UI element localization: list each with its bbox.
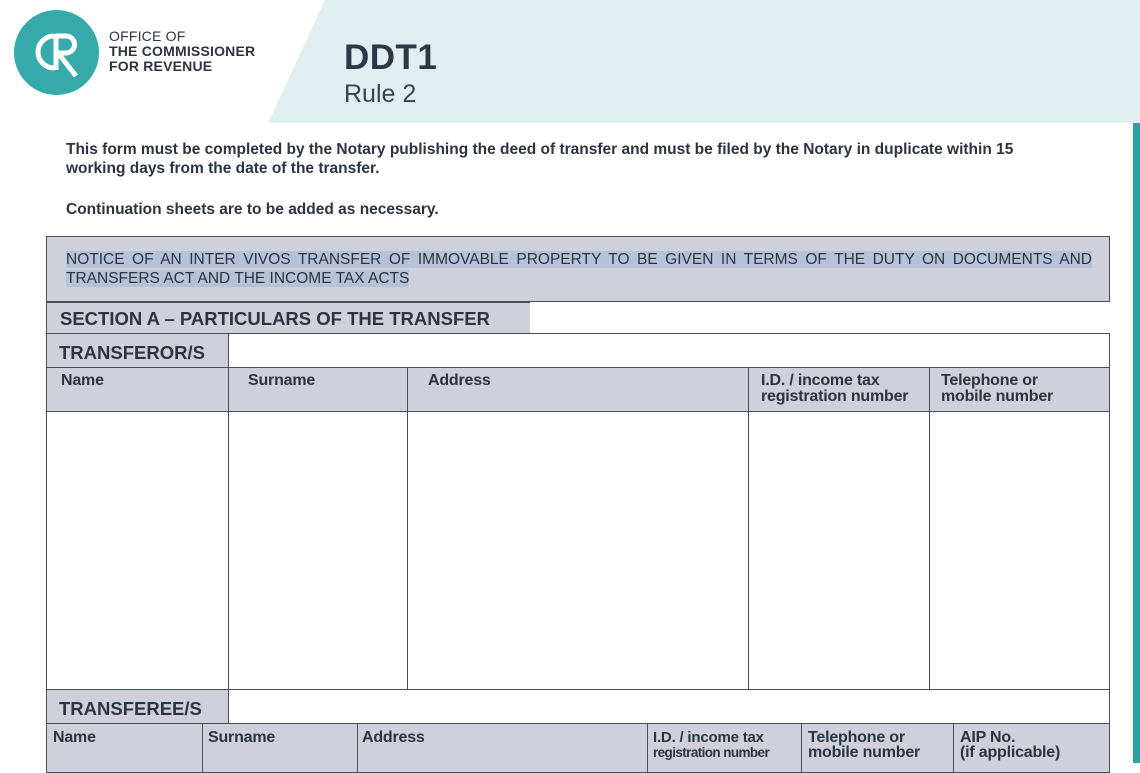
transferor-surname-field[interactable] xyxy=(229,412,407,689)
col-header-telephone xyxy=(808,730,920,760)
organization-name xyxy=(109,29,255,74)
transferor-name-field[interactable] xyxy=(47,412,228,689)
column-divider xyxy=(647,724,648,772)
col-header-name: Name xyxy=(53,729,96,746)
col-header-id-line2: registration number xyxy=(761,388,909,405)
col-header-id-line1: I.D. / income tax xyxy=(653,729,764,746)
form-code: DDT1 xyxy=(344,38,438,77)
col-header-tel-line1: Telephone or xyxy=(808,729,905,746)
cfr-logo-icon xyxy=(14,10,99,95)
column-divider xyxy=(407,368,408,411)
col-header-tel-line2: mobile number xyxy=(808,744,921,761)
section-a-header xyxy=(46,302,531,334)
col-header-aip-line1: AIP No. xyxy=(960,729,1016,746)
transferors-column-headers xyxy=(46,367,1110,412)
col-header-tel-line2: mobile number xyxy=(941,388,1054,405)
col-header-id xyxy=(653,730,769,760)
notice-box xyxy=(46,236,1110,302)
transferees-label-blank xyxy=(228,689,1110,724)
col-header-surname: Surname xyxy=(208,729,276,746)
col-header-aip xyxy=(960,730,1060,760)
intro-paragraph-1: This form must be completed by the Notary publishing the deed of transfer and must be filed by the Notary in duplicate within 15 working days from the date of the transfer. xyxy=(66,141,1014,177)
transferees-column-headers xyxy=(46,723,1110,773)
section-a-title: SECTION A – PARTICULARS OF THE TRANSFER xyxy=(60,308,490,329)
section-a-blank xyxy=(530,302,1110,334)
transferees-label-cell xyxy=(46,689,229,724)
col-header-id xyxy=(761,373,908,405)
column-divider xyxy=(953,724,954,772)
col-header-address: Address xyxy=(428,372,491,389)
transferees-label: TRANSFEREE/S xyxy=(59,698,202,719)
transferors-entry-area xyxy=(46,411,1110,690)
notice-selected-text: NOTICE OF AN INTER VIVOS TRANSFER OF IMMOVABLE PROPERTY TO BE GIVEN IN TERMS OF THE DUTY ON DOCUMENTS AND TRANSFERS ACT AND THE INCOME TAX ACTS xyxy=(66,251,1092,287)
col-header-tel-line1: Telephone or xyxy=(941,372,1038,389)
org-line-1: OFFICE OF xyxy=(109,28,186,44)
transferors-label: TRANSFEROR/S xyxy=(59,342,205,363)
org-line-3: FOR REVENUE xyxy=(109,58,213,74)
form-rule: Rule 2 xyxy=(344,80,417,108)
col-header-telephone xyxy=(941,373,1053,405)
col-header-aip-line2: (if applicable) xyxy=(960,744,1061,761)
column-divider xyxy=(202,724,203,772)
col-header-id-line1: I.D. / income tax xyxy=(761,372,880,389)
transferor-id-field[interactable] xyxy=(749,412,929,689)
column-divider xyxy=(748,368,749,411)
column-divider xyxy=(357,724,358,772)
side-accent-bar xyxy=(1133,123,1140,763)
column-divider xyxy=(929,368,930,411)
transferors-label-cell xyxy=(46,333,229,368)
transferor-telephone-field[interactable] xyxy=(930,412,1109,689)
notice-text[interactable] xyxy=(66,250,1092,288)
col-header-address: Address xyxy=(362,729,425,746)
transferor-address-field[interactable] xyxy=(408,412,748,689)
column-divider xyxy=(228,368,229,411)
org-line-2: THE COMMISSIONER xyxy=(109,43,256,59)
column-divider xyxy=(801,724,802,772)
transferors-label-blank xyxy=(228,333,1110,368)
col-header-surname: Surname xyxy=(248,372,316,389)
col-header-name: Name xyxy=(61,372,104,389)
intro-paragraph-2: Continuation sheets are to be added as necessary. xyxy=(66,201,439,218)
col-header-id-line2: registration number xyxy=(653,745,770,760)
